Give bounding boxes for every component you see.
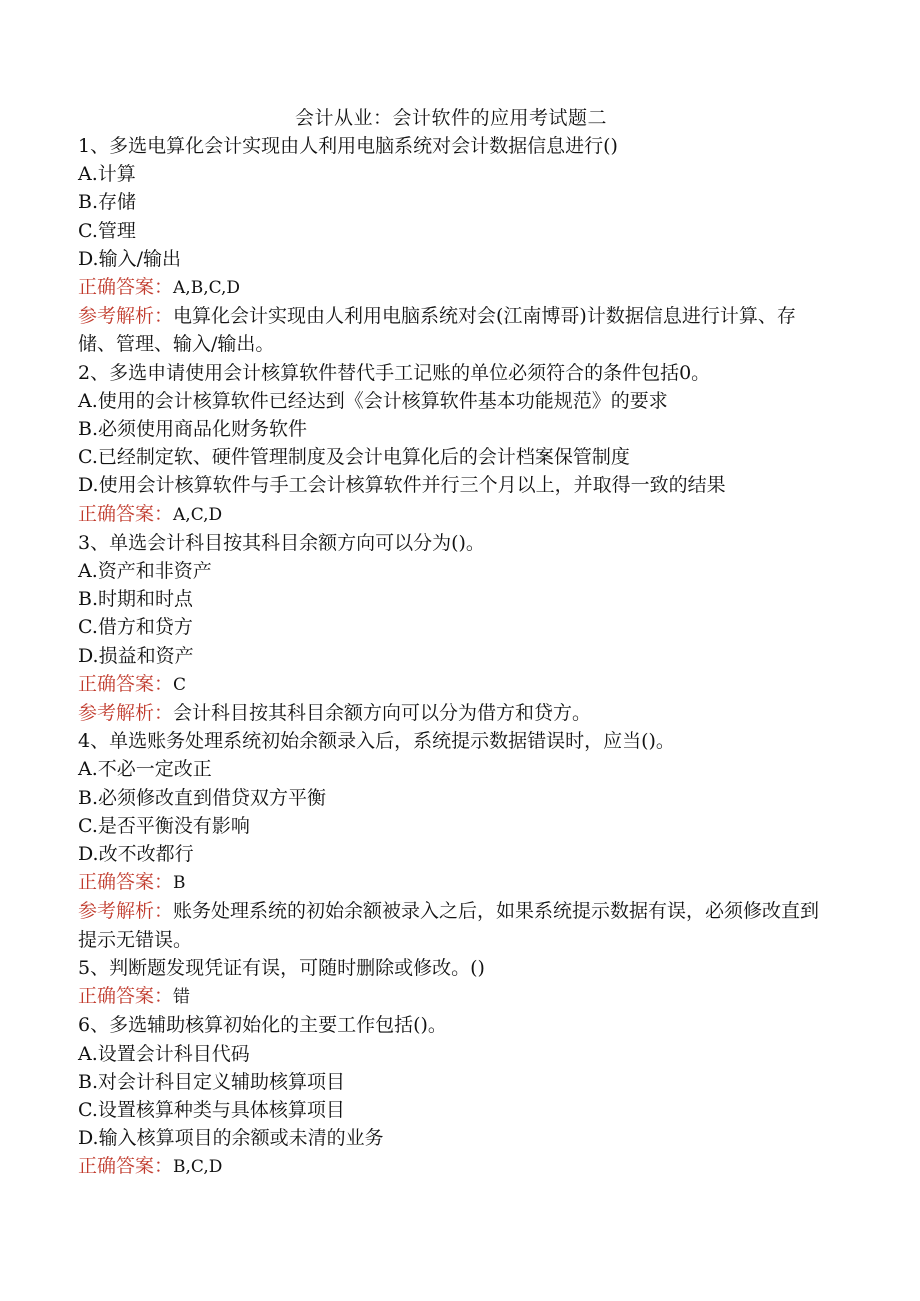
explanation-text: 电算化会计实现由人利用电脑系统对会(江南博哥)计数据信息进行计算、存储、管理、输入/输出。 bbox=[78, 305, 796, 356]
explanation-line bbox=[78, 897, 824, 953]
question-option: D.损益和资产 bbox=[78, 644, 194, 667]
question-option: C.已经制定软、硬件管理制度及会计电算化后的会计档案保管制度 bbox=[78, 446, 630, 469]
question-option: B.必须使用商品化财务软件 bbox=[78, 418, 308, 441]
question-option: A.设置会计科目代码 bbox=[78, 1042, 250, 1065]
explanation-text: 账务处理系统的初始余额被录入之后，如果系统提示数据有误，必须修改直到提示无错误。 bbox=[78, 900, 820, 951]
answer-value: C bbox=[173, 674, 187, 695]
question-stem: 1、多选电算化会计实现由人利用电脑系统对会计数据信息进行() bbox=[78, 135, 618, 157]
question-option: C.管理 bbox=[78, 219, 136, 242]
question-option: D.改不改都行 bbox=[78, 843, 194, 866]
question-option: A.不必一定改正 bbox=[78, 758, 212, 781]
question-option: B.对会计科目定义辅助核算项目 bbox=[78, 1070, 346, 1093]
question-option: B.必须修改直到借贷双方平衡 bbox=[78, 786, 327, 809]
explanation-line bbox=[78, 699, 824, 727]
answer-label: 正确答案： bbox=[78, 502, 174, 525]
question-1 bbox=[78, 132, 824, 359]
question-3 bbox=[78, 529, 824, 727]
question-option: B.存储 bbox=[78, 191, 137, 214]
explanation-label: 参考解析： bbox=[78, 702, 174, 725]
answer-line bbox=[78, 670, 824, 699]
answer-line bbox=[78, 1152, 824, 1181]
question-option: C.是否平衡没有影响 bbox=[78, 814, 250, 837]
question-4 bbox=[78, 727, 824, 954]
question-stem: 2、多选申请使用会计核算软件替代手工记账的单位必须符合的条件包括0。 bbox=[78, 361, 711, 384]
explanation-label: 参考解析： bbox=[78, 900, 174, 923]
question-option: A.使用的会计核算软件已经达到《会计核算软件基本功能规范》的要求 bbox=[78, 389, 668, 412]
question-2 bbox=[78, 359, 824, 529]
answer-value: B bbox=[173, 873, 186, 894]
explanation-line bbox=[78, 302, 824, 358]
answer-label: 正确答案： bbox=[78, 276, 174, 299]
answer-line bbox=[78, 500, 824, 529]
question-option: C.设置核算种类与具体核算项目 bbox=[78, 1098, 345, 1121]
question-5 bbox=[78, 954, 824, 1011]
question-option: D.使用会计核算软件与手工会计核算软件并行三个月以上，并取得一致的结果 bbox=[78, 474, 726, 497]
document-title: 会计从业：会计软件的应用考试题二 bbox=[294, 107, 607, 129]
answer-label: 正确答案： bbox=[78, 672, 174, 695]
answer-value: B,C,D bbox=[173, 1157, 223, 1178]
answer-label: 正确答案： bbox=[78, 1155, 174, 1178]
explanation-text: 会计科目按其科目余额方向可以分为借方和贷方。 bbox=[173, 702, 592, 725]
answer-value: A,B,C,D bbox=[173, 278, 241, 299]
question-stem: 5、判断题发现凭证有误，可随时删除或修改。() bbox=[78, 956, 485, 979]
answer-value: 错 bbox=[173, 987, 191, 1008]
question-option: D.输入核算项目的余额或未清的业务 bbox=[78, 1127, 384, 1150]
question-stem: 6、多选辅助核算初始化的主要工作包括()。 bbox=[78, 1014, 447, 1037]
question-option: C.借方和贷方 bbox=[78, 616, 193, 639]
document-page bbox=[78, 104, 824, 1182]
answer-line bbox=[78, 868, 824, 897]
question-list bbox=[78, 132, 824, 1182]
question-stem: 3、单选会计科目按其科目余额方向可以分为()。 bbox=[78, 531, 485, 554]
answer-line bbox=[78, 982, 824, 1011]
answer-label: 正确答案： bbox=[78, 985, 174, 1008]
question-option: D.输入/输出 bbox=[78, 247, 181, 270]
question-stem: 4、单选账务处理系统初始余额录入后，系统提示数据错误时，应当()。 bbox=[78, 730, 675, 753]
question-6 bbox=[78, 1011, 824, 1181]
question-option: A.资产和非资产 bbox=[78, 560, 212, 583]
question-option: B.时期和时点 bbox=[78, 588, 194, 611]
answer-value: A,C,D bbox=[173, 504, 223, 525]
answer-line bbox=[78, 273, 824, 302]
explanation-label: 参考解析： bbox=[78, 305, 174, 328]
question-option: A.计算 bbox=[78, 163, 136, 186]
answer-label: 正确答案： bbox=[78, 871, 174, 894]
